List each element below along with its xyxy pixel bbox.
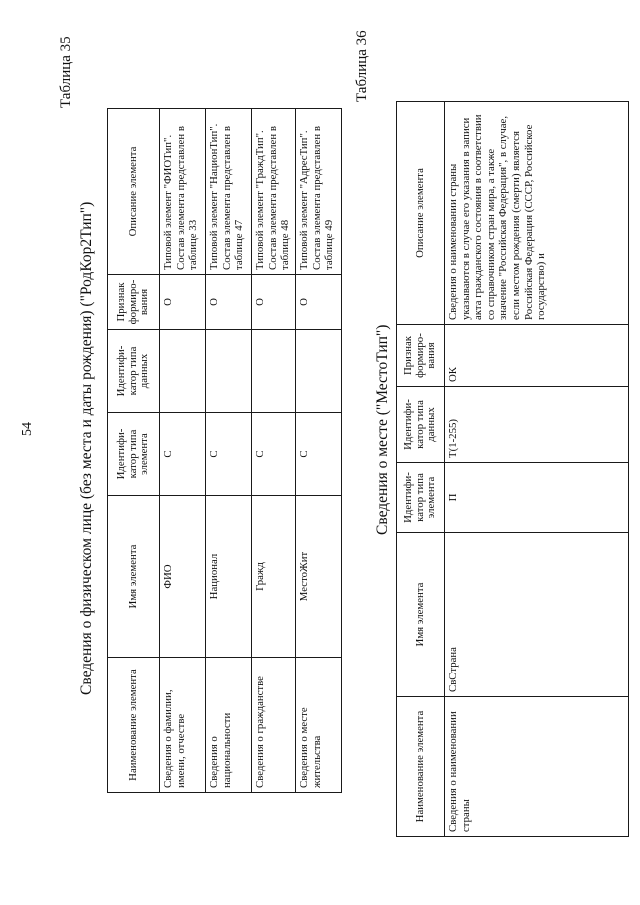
cell-data-type — [160, 330, 206, 413]
cell-description: Сведения о наименовании страны указываются в случае его указания в записи акта гражданского состояния в соответствии со справочником стран мира, а также значение "Российская Федерация", в случае, если местом рождения (смерти) является Российская Федерация (СССР, Российское государство) и — [445, 102, 629, 325]
cell-element-type: С — [252, 413, 296, 496]
table-row — [252, 109, 296, 793]
header-cell: Идентифи-катор типа элемента — [397, 463, 445, 533]
header-cell: Описание элемента — [397, 102, 445, 325]
table-header-row — [108, 109, 160, 793]
cell-formation-flag: О — [206, 275, 252, 330]
header-cell: Признак формиро-вания — [397, 325, 445, 387]
cell-data-type — [296, 330, 342, 413]
table-36 — [396, 101, 629, 837]
cell-element-type: С — [206, 413, 252, 496]
cell-formation-flag: ОК — [445, 325, 629, 387]
cell-element-type: С — [160, 413, 206, 496]
table-row — [206, 109, 252, 793]
cell-element-title: Сведения о фамилии, имени, отчестве — [160, 658, 206, 793]
cell-element-name: СвСтрана — [445, 533, 629, 697]
table-35-label: Таблица 35 — [58, 36, 74, 108]
cell-element-title: Сведения о наименовании страны — [445, 697, 629, 837]
cell-element-name: МестоЖит — [296, 496, 342, 658]
page-number: 54 — [20, 422, 35, 436]
cell-description: Типовой элемент "ГраждТип". Состав элемента представлен в таблице 48 — [252, 109, 296, 275]
table-row — [296, 109, 342, 793]
cell-element-name: Национал — [206, 496, 252, 658]
table-35 — [107, 108, 342, 793]
table-header-row — [397, 102, 445, 837]
cell-formation-flag: О — [160, 275, 206, 330]
header-cell: Имя элемента — [397, 533, 445, 697]
header-cell: Идентифи-катор типа данных — [397, 387, 445, 463]
cell-description: Типовой элемент "ФИОТип". Состав элемента представлен в таблице 33 — [160, 109, 206, 275]
cell-element-name: ФИО — [160, 496, 206, 658]
cell-element-name: Гражд — [252, 496, 296, 658]
header-cell: Признак формиро-вания — [108, 275, 160, 330]
cell-element-title: Сведения о месте жительства — [296, 658, 342, 793]
table-36-label: Таблица 36 — [354, 30, 370, 102]
table-36-caption: Сведения о месте ("МестоТип") — [374, 324, 391, 535]
table-row — [445, 102, 629, 837]
cell-formation-flag: О — [252, 275, 296, 330]
table-row — [160, 109, 206, 793]
cell-formation-flag: О — [296, 275, 342, 330]
header-cell: Имя элемента — [108, 496, 160, 658]
cell-element-title: Сведения о гражданстве — [252, 658, 296, 793]
header-cell: Идентифи-катор типа элемента — [108, 413, 160, 496]
header-cell: Описание элемента — [108, 109, 160, 275]
table-35-caption: Сведения о физическом лице (без места и даты рождения) ("РодКор2Тип") — [78, 201, 95, 695]
cell-element-title: Сведения о национальности — [206, 658, 252, 793]
header-cell: Наименование элемента — [397, 697, 445, 837]
header-cell: Идентифи-катор типа данных — [108, 330, 160, 413]
header-cell: Наименование элемента — [108, 658, 160, 793]
cell-description: Типовой элемент "АдресТип". Состав элемента представлен в таблице 49 — [296, 109, 342, 275]
cell-data-type — [206, 330, 252, 413]
cell-element-type: С — [296, 413, 342, 496]
cell-element-type: П — [445, 463, 629, 533]
cell-data-type: T(1-255) — [445, 387, 629, 463]
cell-description: Типовой элемент "НационТип". Состав элемента представлен в таблице 47 — [206, 109, 252, 275]
cell-data-type — [252, 330, 296, 413]
